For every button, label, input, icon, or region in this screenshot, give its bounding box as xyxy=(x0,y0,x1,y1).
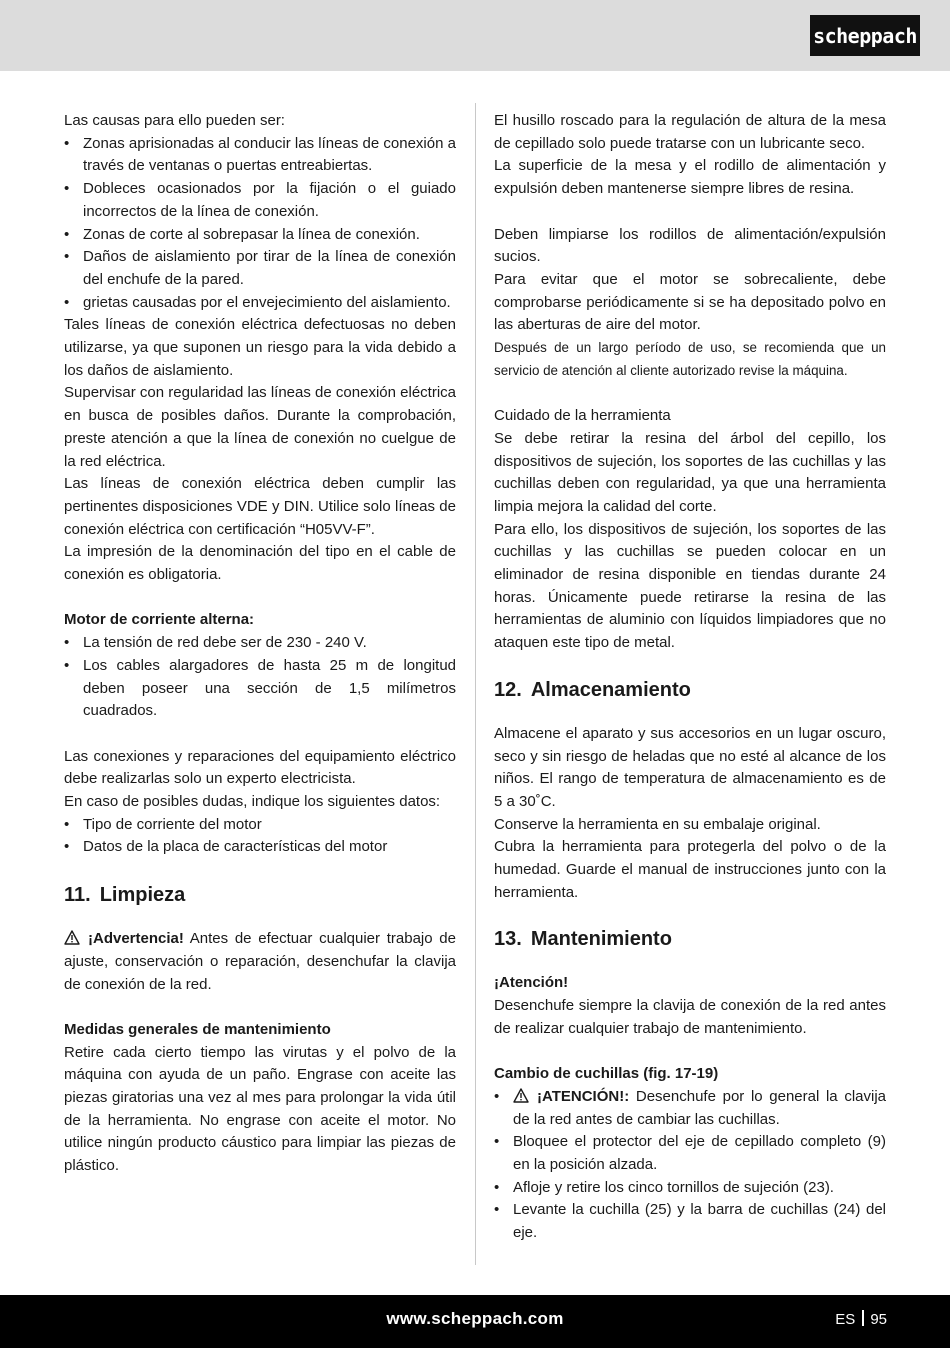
section-heading-cleaning: 11. Limpieza xyxy=(64,884,186,907)
list-item: • grietas causadas por el envejecimiento del aislamiento. xyxy=(64,292,456,315)
section-heading-maintenance: 13. Mantenimiento xyxy=(494,928,672,951)
attention-heading: ¡Atención! xyxy=(494,974,569,992)
paragraph: Deben limpiarse los rodillos de alimentación/expulsión sucios. xyxy=(494,225,886,266)
paragraph: Supervisar con regularidad las líneas de conexión eléctrica en busca de posibles daños. Durante la comprobación, preste atención a que la línea de conexión no cuelgue de la red eléctrica. xyxy=(64,384,456,470)
separator xyxy=(862,1310,864,1326)
blade-change-list xyxy=(494,1086,886,1245)
footer-bar xyxy=(0,1295,950,1348)
website-link[interactable]: www.scheppach.com xyxy=(386,1309,564,1328)
paragraph: Cubra la herramienta para protegerla del polvo o de la humedad. Guarde el manual de instrucciones junto con la herramienta. xyxy=(494,838,886,901)
list-item: • Zonas de corte al sobrepasar la línea de conexión. xyxy=(64,224,456,247)
paragraph: Para ello, los dispositivos de sujeción, los soportes de las cuchillas y las cuchillas se pueden colocar en un eliminador de resina disponible en tiendas durante 24 horas. Únicamente puede retirarse la resina de las herramientas de aluminio con líquidos limpiadores que no ataquen este tipo de metal. xyxy=(494,520,886,652)
section-heading-storage: 12. Almacenamiento xyxy=(494,678,691,701)
right-column xyxy=(494,110,886,1245)
page-indicator xyxy=(835,1310,887,1328)
list-item: • Daños de aislamiento por tirar de la línea de conexión del enchufe de la pared. xyxy=(64,246,456,291)
paragraph: Tales líneas de conexión eléctrica defectuosas no deben utilizarse, ya que suponen un riesgo para la vida debido a los daños de aislamiento. xyxy=(64,316,456,379)
language-code: ES xyxy=(835,1311,856,1328)
paragraph: Se debe retirar la resina del árbol del cepillo, los dispositivos de sujeción, los soportes de las cuchillas y las cuchillas deben con regularidad, ya que una herramienta limpia mejora la calidad del corte. xyxy=(494,429,886,515)
list-item: • Afloje y retire los cinco tornillos de sujeción (23). xyxy=(494,1177,886,1200)
causes-list xyxy=(64,133,456,315)
list-item: • Los cables alargadores de hasta 25 m de longitud deben poseer una sección de 1,5 milímetros cuadrados. xyxy=(64,655,456,723)
paragraph: La impresión de la denominación del tipo en el cable de conexión es obligatoria. xyxy=(64,543,456,584)
blade-warning-text: Desenchufe por lo general la clavija de la red antes de cambiar las cuchillas. xyxy=(513,1087,886,1128)
paragraph: El husillo roscado para la regulación de altura de la mesa de cepillado solo puede tratarse con un lubricante seco. xyxy=(494,112,886,152)
paragraph: Conserve la herramienta en su embalaje original. xyxy=(494,815,821,833)
list-item: • Bloquee el protector del eje de cepillado completo (9) en la posición alzada. xyxy=(494,1131,886,1176)
warning-label: ¡Advertencia! xyxy=(88,930,184,948)
list-item: • Dobleces ocasionados por la fijación o el guiado incorrectos de la línea de conexión. xyxy=(64,178,456,223)
blade-warning-label: ¡ATENCIÓN!: xyxy=(537,1087,630,1105)
warning-triangle-icon xyxy=(64,930,80,945)
brand-logo: scheppach xyxy=(810,15,920,56)
list-item: • Zonas aprisionadas al conducir las líneas de conexión a través de ventanas o puertas entreabiertas. xyxy=(64,133,456,178)
paragraph: La superficie de la mesa y el rodillo de alimentación y expulsión deben mantenerse siempre libres de resina. xyxy=(494,157,886,198)
list-item: • Datos de la placa de características del motor xyxy=(64,836,456,859)
paragraph: Las conexiones y reparaciones del equipamiento eléctrico debe realizarlas solo un experto electricista. xyxy=(64,747,456,788)
paragraph: Desenchufe siempre la clavija de conexión de la red antes de realizar cualquier trabajo de mantenimiento. xyxy=(494,997,886,1037)
paragraph: En caso de posibles dudas, indique los siguientes datos: xyxy=(64,793,441,811)
list-item: • La tensión de red debe ser de 230 - 240 V. xyxy=(64,632,456,655)
paragraph: Después de un largo período de uso, se recomienda que un servicio de atención al cliente autorizado revise la máquina. xyxy=(494,340,886,378)
warning-paragraph xyxy=(64,928,456,996)
list-item: • Tipo de corriente del motor xyxy=(64,814,456,837)
paragraph: Para evitar que el motor se sobrecaliente, debe comprobarse periódicamente si se ha depositado polvo en las aberturas de aire del motor. xyxy=(494,270,886,334)
care-heading: Cuidado de la herramienta xyxy=(494,407,671,425)
paragraph: Las líneas de conexión eléctrica deben cumplir las pertinentes disposiciones VDE y DIN. Utilice solo líneas de conexión eléctrica con certificación “H05VV-F”. xyxy=(64,475,456,538)
page-number: 95 xyxy=(870,1311,887,1328)
motor-heading: Motor de corriente alterna: xyxy=(64,611,255,629)
motor-list xyxy=(64,632,456,723)
warning-triangle-icon xyxy=(513,1088,529,1103)
column-divider xyxy=(475,103,476,1265)
paragraph: Almacene el aparato y sus accesorios en un lugar oscuro, seco y sin riesgo de heladas que no esté al alcance de los niños. El rango de temperatura de almacenamiento es de 5 a 30˚C. xyxy=(494,724,886,810)
header-bar xyxy=(0,0,950,71)
blade-change-heading: Cambio de cuchillas (fig. 17-19) xyxy=(494,1065,719,1083)
maintenance-heading: Medidas generales de mantenimiento xyxy=(64,1020,331,1038)
list-item: • Levante la cuchilla (25) y la barra de cuchillas (24) del eje. xyxy=(494,1199,886,1244)
causes-intro: Las causas para ello pueden ser: xyxy=(64,112,285,129)
warning-text: Antes de efectuar cualquier trabajo de ajuste, conservación o reparación, desenchufar la clavija de conexión de la red. xyxy=(64,930,456,993)
data-list xyxy=(64,814,456,859)
left-column xyxy=(64,110,456,1178)
list-item xyxy=(494,1086,886,1131)
paragraph: Retire cada cierto tiempo las virutas y el polvo de la máquina con ayuda de un paño. Engrase con aceite las piezas giratorias una vez al mes para prolongar la vida útil de la herramienta. No engrase con aceite el motor. No utilice ningún producto cáustico para limpiar las piezas de plástico. xyxy=(64,1043,456,1175)
